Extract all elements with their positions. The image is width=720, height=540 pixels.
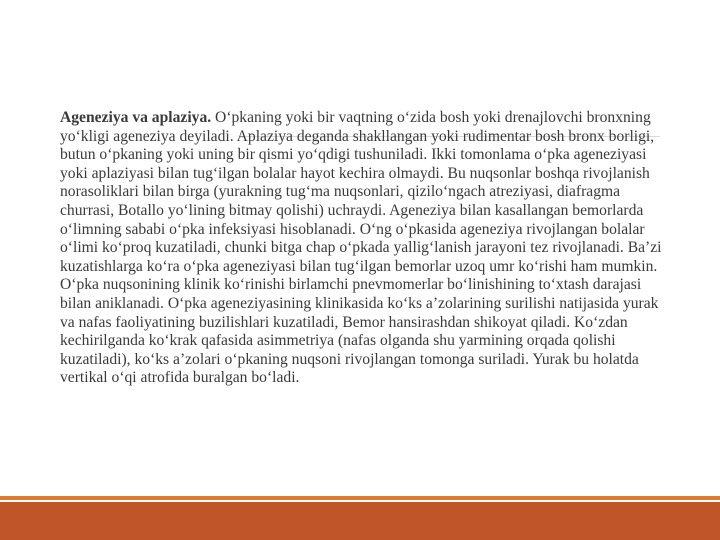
slide-body-paragraph (60, 109, 672, 388)
footer-accent-stripe (0, 496, 720, 500)
section-heading: Ageneziya va aplaziya. (60, 109, 212, 126)
footer-band (0, 502, 720, 540)
body-text: O‘pkaning yoki bir vaqtning o‘zida bosh yoki drenajlovchi bronxning yo‘kligi ageneziya deyiladi. Aplaziya deganda shakllangan yoki rudimentar bosh bronx borligi, butun o‘pkaning yoki uning bir qismi yo‘qdigi tushuniladi. Ikki tomonlama o‘pka ageneziyasi yoki aplaziyasi bilan tug‘ilgan bolalar hayot kechira olmaydi. Bu nuqsonlar boshqa rivojlanish norasoliklari bilan birga (yurakning tug‘ma nuqsonlari, qizilo‘ngach atreziyasi, diafragma churrasi, Botallo yo‘lining bitmay qolishi) uchraydi. Ageneziya bilan kasallangan bemorlarda o‘limning sababi o‘pka infeksiyasi hisoblanadi. O‘ng o‘pkasida ageneziya rivojlangan bolalar o‘limi ko‘proq kuzatiladi, chunki bitga chap o‘pkada yallig‘lanish jarayoni tez rivojlanadi. Ba’zi kuzatishlarga ko‘ra o‘pka ageneziyasi bilan tug‘ilgan bemorlar uzoq umr ko‘rishi ham mumkin. O‘pka nuqsonining klinik ko‘rinishi birlamchi pnevmomerlar bo‘linishining to‘xtash darajasi bilan aniklanadi. O‘pka ageneziyasining klinikasida ko‘ks a’zolarining surilishi natijasida yurak va nafas faoliyatining buzilishlari kuzatiladi, Bemor hansirashdan shikoyat qiladi. Ko‘zdan kechirilganda ko‘krak qafasida asimmetriya (nafas olganda shu yarmining orqada qolishi kuzatiladi), ko‘ks a’zolari o‘pkaning nuqsoni rivojlangan tomonga suriladi. Yurak bu holatda vertikal o‘qi atrofida buralgan bo‘ladi. (60, 109, 662, 387)
